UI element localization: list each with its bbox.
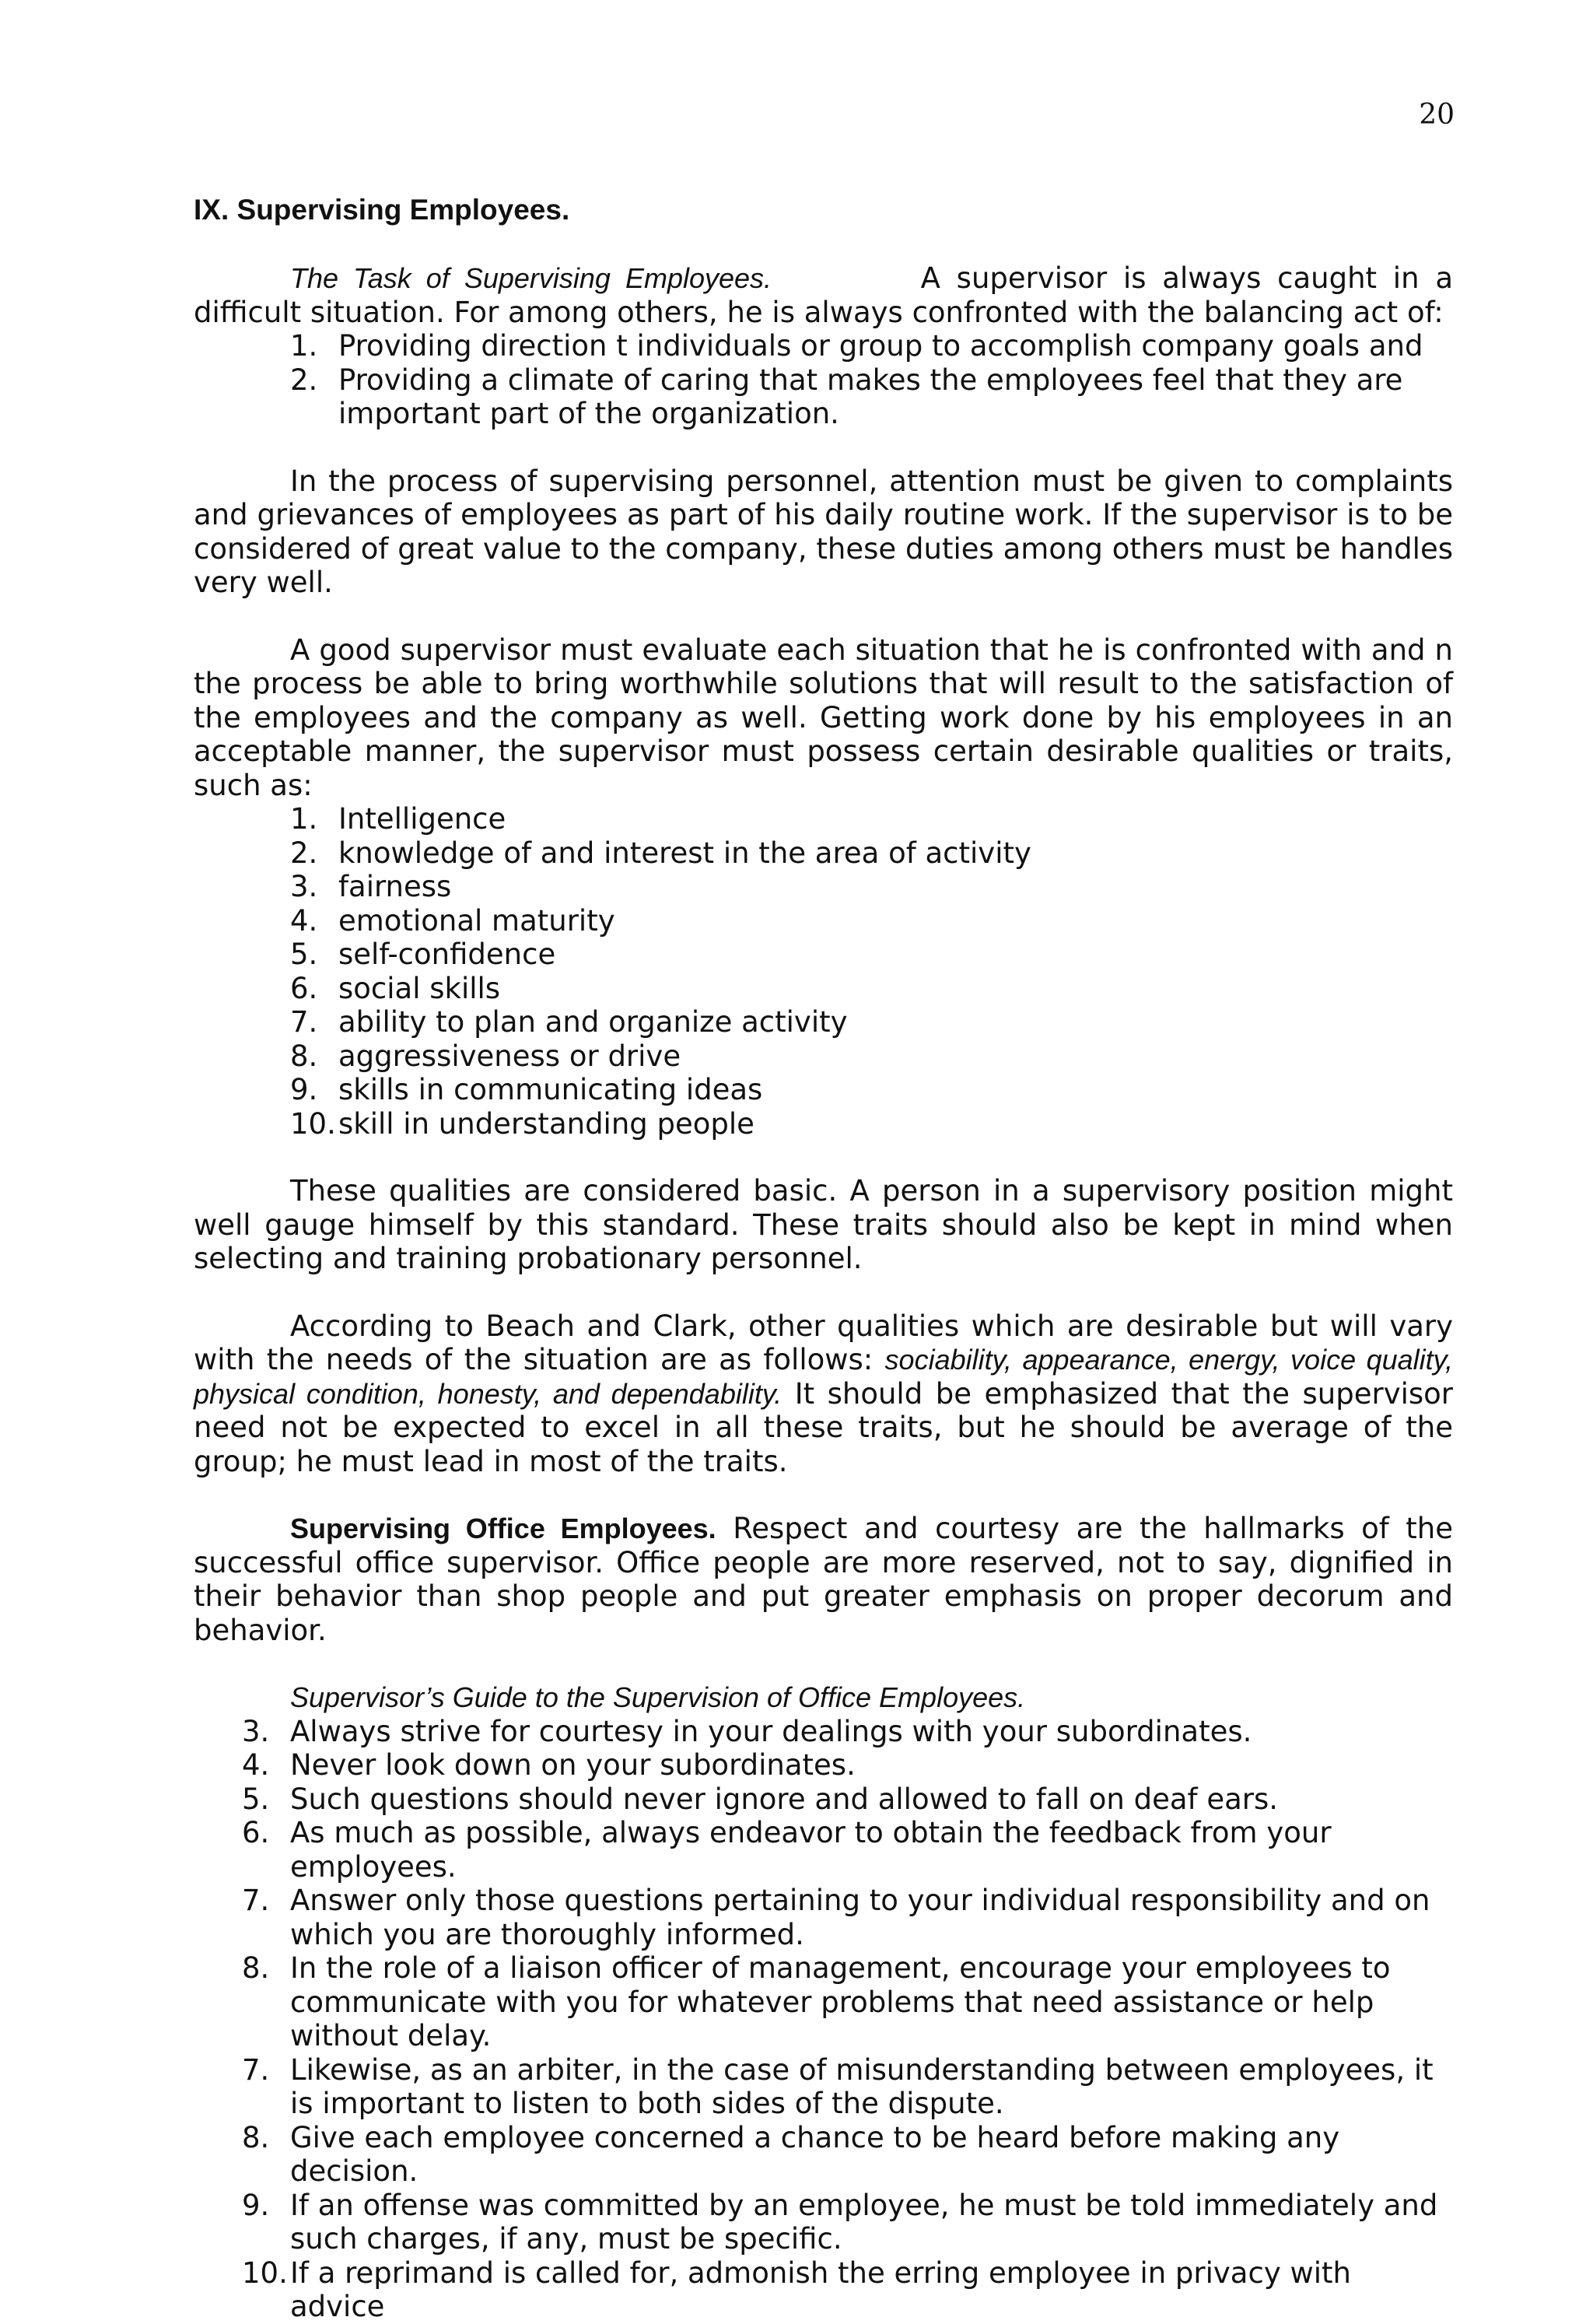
list-item: 2. Providing a climate of caring that makes the employees feel that they are important part of the organization. (290, 363, 1403, 430)
process-paragraph: In the process of supervising personnel, attention must be given to complaints and grievances of employees as part of his daily routine work. If the supervisor is to be considered of great value to the company, these duties among others must be handles very well. (194, 464, 1453, 599)
guide-title: Supervisor’s Guide to the Supervision of Office Employees. (290, 1681, 1026, 1713)
basic-qualities-paragraph: These qualities are considered basic. A person in a supervisory position might well gauge himself by this standard. These traits should also be kept in mind when selecting and training probationary personnel. (194, 1174, 1453, 1275)
desirable-qualities: sociability, appearance, energy, voice quality, physical condition, honesty, and dependability. (194, 1344, 1453, 1410)
list-item: 5. self-confidence (290, 938, 556, 971)
list-item: 6. social skills (290, 971, 501, 1005)
document-body (194, 193, 1453, 2324)
qualities-list (290, 802, 1453, 1141)
list-item: 2. knowledge of and interest in the area of activity (290, 836, 1031, 870)
list-item: 1. Intelligence (290, 802, 506, 836)
list-item: 10. skill in understanding people (290, 1106, 754, 1141)
task-title: The Task of Supervising Employees. (290, 262, 772, 294)
list-item: 10. If a reprimand is called for, admonish the erring employee in privacy with advice (242, 2256, 1351, 2323)
guide-list (242, 1715, 1453, 2324)
list-item: 4. Never look down on your subordinates. (242, 1748, 856, 1782)
list-item: 8. Give each employee concerned a chance to be heard before making any decision. (242, 2120, 1340, 2188)
list-item: 4. emotional maturity (290, 903, 615, 938)
list-item: 6. As much as possible, always endeavor to obtain the feedback from your employees. (242, 1816, 1332, 1884)
office-title: Supervising Office Employees. (290, 1513, 716, 1544)
task-paragraph (194, 261, 1453, 329)
list-item: 7. Likewise, as an arbiter, in the case of misunderstanding between employees, it is important to listen to both sides of the dispute. (242, 2052, 1434, 2120)
task-list (290, 329, 1453, 431)
beach-clark-paragraph: According to Beach and Clark, other qualities which are desirable but will vary with the needs of the situation are as follows: sociability, appearance, energy, voice quality, physical condition, honesty, and dependability. It should be emphasized that the supervisor need not be expected to excel in all these traits, but he should be average of the group; he must lead in most of the traits. (194, 1309, 1454, 1478)
list-item: 8. In the role of a liaison officer of management, encourage your employees to communicate with you for whatever problems that need assistance or help without delay. (242, 1951, 1391, 2052)
list-item: 1. Providing direction t individuals or group to accomplish company goals and (290, 329, 1423, 363)
list-item: 9. If an offense was committed by an employee, he must be told immediately and such charges, if any, must be specific. (242, 2188, 1438, 2256)
list-item: 3. fairness (290, 870, 452, 903)
list-item: 8. aggressiveness or drive (290, 1039, 681, 1073)
list-item: 9. skills in communicating ideas (290, 1073, 763, 1106)
task-text: A supervisor is always caught in a difficult situation. For among others, he is always confronted with the balancing act of: (194, 261, 1453, 329)
list-item: 7. Answer only those questions pertaining to your individual responsibility and on which you are thoroughly informed. (242, 1884, 1430, 1951)
list-item: 7. ability to plan and organize activity (290, 1005, 848, 1039)
list-item: 3. Always strive for courtesy in your dealings with your subordinates. (242, 1714, 1252, 1748)
list-item: 5. Such questions should never ignore and allowed to fall on deaf ears. (242, 1782, 1279, 1816)
office-paragraph: Supervising Office Employees. Respect and courtesy are the hallmarks of the successful office supervisor. Office people are more reserved, not to say, dignified in their behavior than shop people and put greater emphasis on proper decorum and behavior. (194, 1512, 1454, 1647)
page-number: 20 (1419, 99, 1455, 131)
good-supervisor-paragraph: A good supervisor must evaluate each situation that he is confronted with and n the process be able to bring worthwhile solutions that will result to the satisfaction of the employees and the company as well. Getting work done by his employees in an acceptable manner, the supervisor must possess certain desirable qualities or traits, such as: (194, 633, 1453, 802)
section-heading: IX. Supervising Employees. (194, 194, 570, 226)
